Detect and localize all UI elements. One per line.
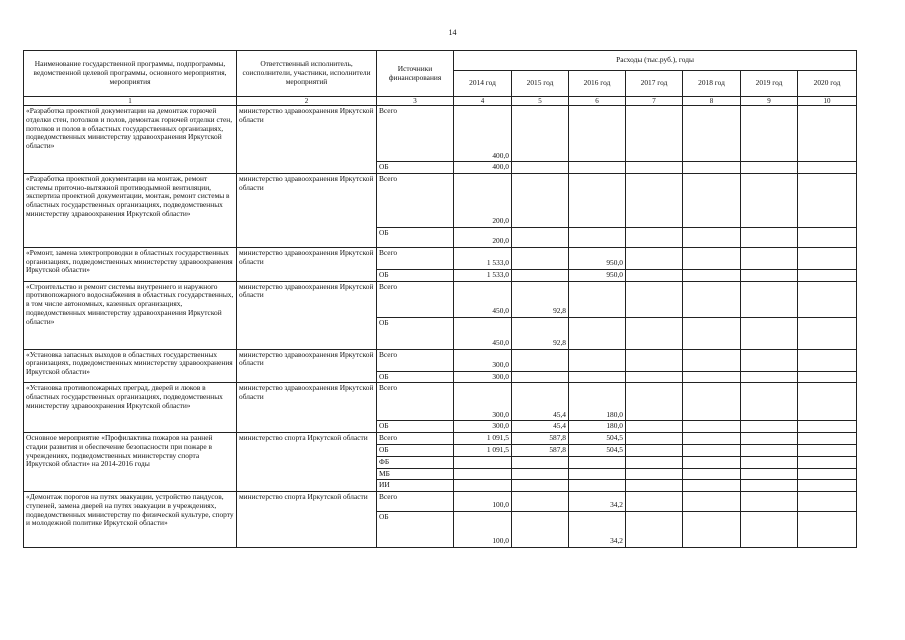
expense-value: 34,2 xyxy=(569,492,626,512)
expense-value xyxy=(683,173,741,227)
funding-source: ОБ xyxy=(377,421,454,433)
expense-value: 450,0 xyxy=(454,281,512,317)
executor: министерство здравоохранения Иркутской области xyxy=(237,247,377,281)
expense-value xyxy=(798,468,857,480)
expense-value xyxy=(741,106,798,162)
column-number: 9 xyxy=(741,97,798,106)
expense-value xyxy=(741,383,798,421)
expense-value xyxy=(626,512,683,548)
expense-value xyxy=(626,173,683,227)
expense-value xyxy=(512,269,569,281)
expense-value xyxy=(798,281,857,317)
table-row xyxy=(24,383,857,421)
expense-value xyxy=(569,227,626,247)
page-number: 14 xyxy=(448,28,457,37)
funding-source: Всего xyxy=(377,281,454,317)
expense-value: 1 533,0 xyxy=(454,269,512,281)
column-number: 10 xyxy=(798,97,857,106)
expense-value xyxy=(741,281,798,317)
expense-value xyxy=(798,162,857,174)
expense-value xyxy=(683,512,741,548)
expense-value xyxy=(683,269,741,281)
expense-value: 400,0 xyxy=(454,162,512,174)
expense-value: 587,8 xyxy=(512,445,569,457)
expense-value xyxy=(683,421,741,433)
expense-value xyxy=(626,269,683,281)
column-number: 5 xyxy=(512,97,569,106)
expense-value xyxy=(683,433,741,445)
expense-value: 180,0 xyxy=(569,421,626,433)
table-row xyxy=(24,106,857,162)
expense-value xyxy=(683,349,741,371)
funding-source: Всего xyxy=(377,106,454,162)
expense-value xyxy=(683,480,741,492)
expense-value xyxy=(741,480,798,492)
expense-value xyxy=(683,445,741,457)
expense-value: 180,0 xyxy=(569,383,626,421)
funding-source: Всего xyxy=(377,173,454,227)
funding-source: ИИ xyxy=(377,480,454,492)
header-year: 2020 год xyxy=(798,71,857,97)
expense-value xyxy=(683,281,741,317)
expense-value xyxy=(512,106,569,162)
expense-value: 92,8 xyxy=(512,281,569,317)
expense-value xyxy=(626,445,683,457)
table-row xyxy=(24,247,857,269)
expense-value xyxy=(683,371,741,383)
expense-value xyxy=(798,349,857,371)
expense-value xyxy=(626,162,683,174)
funding-source: Всего xyxy=(377,349,454,371)
expense-value: 950,0 xyxy=(569,269,626,281)
header-expenses: Расходы (тыс.руб.), годы xyxy=(454,51,857,71)
expense-value xyxy=(626,383,683,421)
column-number: 2 xyxy=(237,97,377,106)
expense-value xyxy=(569,281,626,317)
expense-value xyxy=(798,421,857,433)
expense-value: 1 091,5 xyxy=(454,445,512,457)
header-year: 2016 год xyxy=(569,71,626,97)
funding-source: ОБ xyxy=(377,445,454,457)
expense-value: 1 533,0 xyxy=(454,247,512,269)
table-row xyxy=(24,173,857,227)
expense-value: 300,0 xyxy=(454,349,512,371)
funding-source: Всего xyxy=(377,492,454,512)
column-number: 6 xyxy=(569,97,626,106)
expense-value: 300,0 xyxy=(454,383,512,421)
table-row xyxy=(24,281,857,317)
expense-value: 100,0 xyxy=(454,492,512,512)
funding-source: Всего xyxy=(377,383,454,421)
executor: министерство здравоохранения Иркутской области xyxy=(237,383,377,433)
expense-value xyxy=(512,480,569,492)
header-source: Источники финансирования xyxy=(377,51,454,97)
expense-value xyxy=(683,383,741,421)
funding-source: ФБ xyxy=(377,456,454,468)
column-number: 7 xyxy=(626,97,683,106)
expense-value xyxy=(569,317,626,349)
expense-value xyxy=(626,456,683,468)
expense-value xyxy=(683,227,741,247)
expense-value xyxy=(741,173,798,227)
expense-value xyxy=(683,106,741,162)
expense-value xyxy=(741,317,798,349)
funding-source: ОБ xyxy=(377,512,454,548)
expense-value: 100,0 xyxy=(454,512,512,548)
header-executor: Ответственный исполнитель, соисполнители, участники, исполнители мероприятий xyxy=(237,51,377,97)
expense-value xyxy=(626,468,683,480)
expense-value xyxy=(798,383,857,421)
funding-source: ОБ xyxy=(377,317,454,349)
expense-value xyxy=(512,247,569,269)
expense-value xyxy=(512,371,569,383)
expense-value xyxy=(626,421,683,433)
header-year: 2017 год xyxy=(626,71,683,97)
expense-value xyxy=(741,433,798,445)
expense-value xyxy=(569,456,626,468)
expense-value xyxy=(512,162,569,174)
expense-value xyxy=(569,173,626,227)
expense-value xyxy=(626,480,683,492)
header-year: 2014 год xyxy=(454,71,512,97)
funding-source: Всего xyxy=(377,433,454,445)
funding-source: ОБ xyxy=(377,162,454,174)
expense-value xyxy=(569,106,626,162)
table-row xyxy=(24,492,857,512)
expense-value xyxy=(512,456,569,468)
expense-value: 300,0 xyxy=(454,371,512,383)
expense-value xyxy=(798,247,857,269)
expense-value xyxy=(512,349,569,371)
table-row xyxy=(24,433,857,445)
activity-name: «Строительство и ремонт системы внутреннего и наружного противопожарного водоснабжения в областных государственных, в том числе автономных, казенных организациях, подведомственных министерству здравоохранения Иркутской области» xyxy=(24,281,237,349)
expense-value xyxy=(741,371,798,383)
expense-value xyxy=(741,468,798,480)
expense-value xyxy=(741,162,798,174)
column-number: 3 xyxy=(377,97,454,106)
column-number: 1 xyxy=(24,97,237,106)
expense-value xyxy=(569,468,626,480)
header-name: Наименование государственной программы, подпрограммы, ведомственной целевой программы, основного мероприятия, мероприятия xyxy=(24,51,237,97)
expense-value xyxy=(512,173,569,227)
expense-value xyxy=(512,512,569,548)
expense-value xyxy=(798,456,857,468)
expense-value xyxy=(454,456,512,468)
expense-value xyxy=(741,445,798,457)
expense-value: 504,5 xyxy=(569,445,626,457)
expense-value: 587,8 xyxy=(512,433,569,445)
funding-source: ОБ xyxy=(377,227,454,247)
expense-value xyxy=(626,106,683,162)
expense-value xyxy=(798,492,857,512)
expense-value xyxy=(798,227,857,247)
expense-value xyxy=(741,512,798,548)
expense-value: 92,8 xyxy=(512,317,569,349)
expense-value xyxy=(741,421,798,433)
expense-value: 450,0 xyxy=(454,317,512,349)
expense-value xyxy=(798,173,857,227)
expense-value xyxy=(798,480,857,492)
column-number: 8 xyxy=(683,97,741,106)
expense-value xyxy=(741,247,798,269)
expense-value xyxy=(626,247,683,269)
executor: министерство спорта Иркутской области xyxy=(237,492,377,548)
expense-value xyxy=(569,349,626,371)
expense-value xyxy=(626,349,683,371)
expense-value xyxy=(798,317,857,349)
expense-value xyxy=(626,227,683,247)
table-row xyxy=(24,349,857,371)
expense-value xyxy=(798,512,857,548)
expense-value xyxy=(741,269,798,281)
expense-value xyxy=(798,433,857,445)
executor: министерство здравоохранения Иркутской области xyxy=(237,281,377,349)
expense-value xyxy=(569,480,626,492)
expense-value xyxy=(683,247,741,269)
header-year: 2018 год xyxy=(683,71,741,97)
header-year: 2015 год xyxy=(512,71,569,97)
expense-value xyxy=(798,371,857,383)
expense-value xyxy=(569,371,626,383)
expense-value xyxy=(626,317,683,349)
expenses-table xyxy=(23,50,857,548)
funding-source: ОБ xyxy=(377,371,454,383)
expense-value xyxy=(683,468,741,480)
activity-name: «Ремонт, замена электропроводки в областных государственных организациях, подведомственных министерству здравоохранения Иркутской области» xyxy=(24,247,237,281)
expense-value xyxy=(626,281,683,317)
expense-value xyxy=(683,492,741,512)
expense-value xyxy=(683,456,741,468)
expense-value xyxy=(454,468,512,480)
expense-value: 45,4 xyxy=(512,383,569,421)
expense-value xyxy=(626,371,683,383)
expense-value xyxy=(741,349,798,371)
expense-value xyxy=(512,468,569,480)
expense-value xyxy=(798,106,857,162)
expense-value xyxy=(626,433,683,445)
expense-value: 400,0 xyxy=(454,106,512,162)
funding-source: Всего xyxy=(377,247,454,269)
executor: министерство спорта Иркутской области xyxy=(237,433,377,492)
expense-value: 34,2 xyxy=(569,512,626,548)
activity-name: «Демонтаж порогов на путях эвакуации, устройство пандусов, ступеней, замена дверей на путях эвакуации в учреждениях, подведомственных министерству по физической культуре, спорту и молодежной политике Иркутской области» xyxy=(24,492,237,548)
expense-value: 950,0 xyxy=(569,247,626,269)
expense-value xyxy=(512,227,569,247)
executor: министерство здравоохранения Иркутской области xyxy=(237,106,377,174)
expense-value xyxy=(798,445,857,457)
expense-value: 200,0 xyxy=(454,227,512,247)
expense-value xyxy=(683,162,741,174)
expense-value xyxy=(741,456,798,468)
activity-name: «Установка противопожарных преград, дверей и люков в областных государственных организациях, подведомственных министерству здравоохранения Иркутской области» xyxy=(24,383,237,433)
funding-source: ОБ xyxy=(377,269,454,281)
header-year: 2019 год xyxy=(741,71,798,97)
expense-value: 1 091,5 xyxy=(454,433,512,445)
funding-source: МБ xyxy=(377,468,454,480)
expense-value xyxy=(454,480,512,492)
expense-value xyxy=(741,227,798,247)
column-number: 4 xyxy=(454,97,512,106)
expense-value: 300,0 xyxy=(454,421,512,433)
activity-name: Основное мероприятие «Профилактика пожаров на ранней стадии развития и обеспечение безопасности при пожаре в учреждениях, подведомственных министерству спорта Иркутской области» на 2014-2016 годы xyxy=(24,433,237,492)
executor: министерство здравоохранения Иркутской области xyxy=(237,349,377,383)
expense-value xyxy=(512,492,569,512)
expense-value: 200,0 xyxy=(454,173,512,227)
expense-value xyxy=(569,162,626,174)
activity-name: «Разработка проектной документации на демонтаж горючей отделки стен, потолков и полов, демонтаж горючей отделки стен, потолков и полов в областных государственных организациях, подведомственных министерству здравоохранения Иркутской области» xyxy=(24,106,237,174)
expense-value xyxy=(798,269,857,281)
expense-value xyxy=(683,317,741,349)
activity-name: «Установка запасных выходов в областных государственных организациях, подведомственных министерству здравоохранения Иркутской области» xyxy=(24,349,237,383)
executor: министерство здравоохранения Иркутской области xyxy=(237,173,377,247)
activity-name: «Разработка проектной документации на монтаж, ремонт системы приточно-вытяжной противодымной вентиляции, экспертиза проектной документации, монтаж, ремонт системы в областных государственных организациях, подведомственных министерству здравоохранения Иркутской области» xyxy=(24,173,237,247)
expense-value xyxy=(626,492,683,512)
expense-value xyxy=(741,492,798,512)
expense-value: 45,4 xyxy=(512,421,569,433)
expense-value: 504,5 xyxy=(569,433,626,445)
